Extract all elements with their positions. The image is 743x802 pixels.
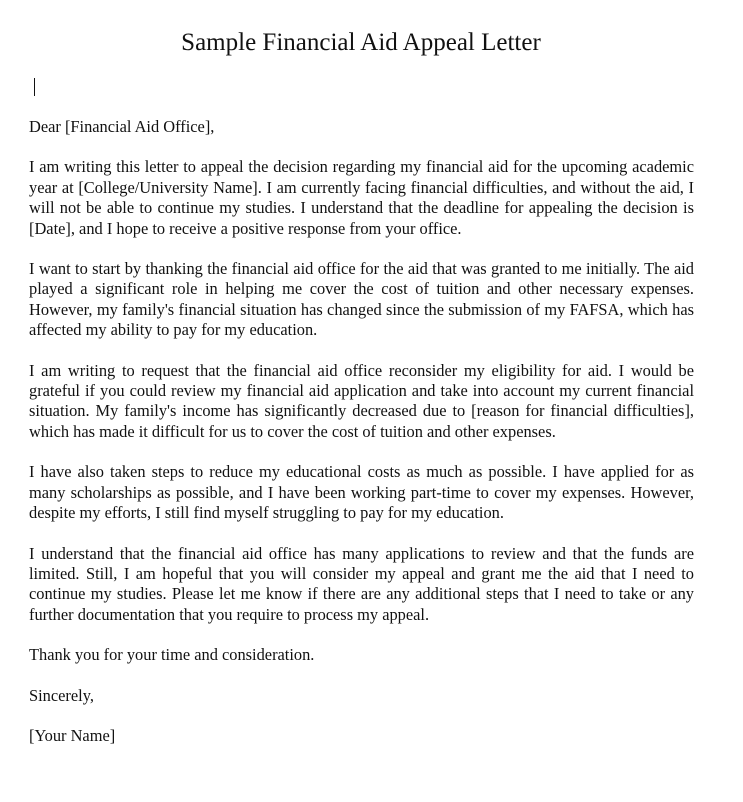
thanks-line: Thank you for your time and consideration. xyxy=(29,645,315,665)
paragraph-2: I want to start by thanking the financial aid office for the aid that was granted to me initially. The aid played a significant role in helping me cover the cost of tuition and other necessary expenses. However, my family's financial situation has changed since the submission of my FAFSA, which has affected my ability to pay for my education. xyxy=(29,259,694,340)
signature-line: [Your Name] xyxy=(29,725,116,745)
salutation: Dear [Financial Aid Office], xyxy=(29,117,215,136)
paragraph-5: I understand that the financial aid office has many applications to review and that the funds are limited. Still, I am hopeful that you will consider my appeal and grant me the aid that I need to continue my studies. Please let me know if there are any additional steps that I need to take or any further documentation that you require to process my appeal. xyxy=(29,543,694,624)
closing-line: Sincerely, xyxy=(29,685,94,705)
document-title: Sample Financial Aid Appeal Letter xyxy=(181,29,541,56)
paragraph-4: I have also taken steps to reduce my educational costs as much as possible. I have applied for as many scholarships as possible, and I have been working part-time to cover my expenses. However, despite my efforts, I still find myself struggling to pay for my education. xyxy=(29,462,694,523)
text-cursor xyxy=(34,78,35,96)
paragraph-1: I am writing this letter to appeal the decision regarding my financial aid for the upcoming academic year at [College/University Name]. I am currently facing financial difficulties, and without the aid, I will not be able to continue my studies. I understand that the deadline for appealing the decision is [Date], and I hope to receive a positive response from your office. xyxy=(29,157,694,238)
paragraph-3: I am writing to request that the financial aid office reconsider my eligibility for aid. I would be grateful if you could review my financial aid application and take into account my current financial situation. My family's income has significantly decreased due to [reason for financial difficulties], which has made it difficult for us to cover the cost of tuition and other expenses. xyxy=(29,360,694,441)
letter-body[interactable] xyxy=(29,117,694,766)
